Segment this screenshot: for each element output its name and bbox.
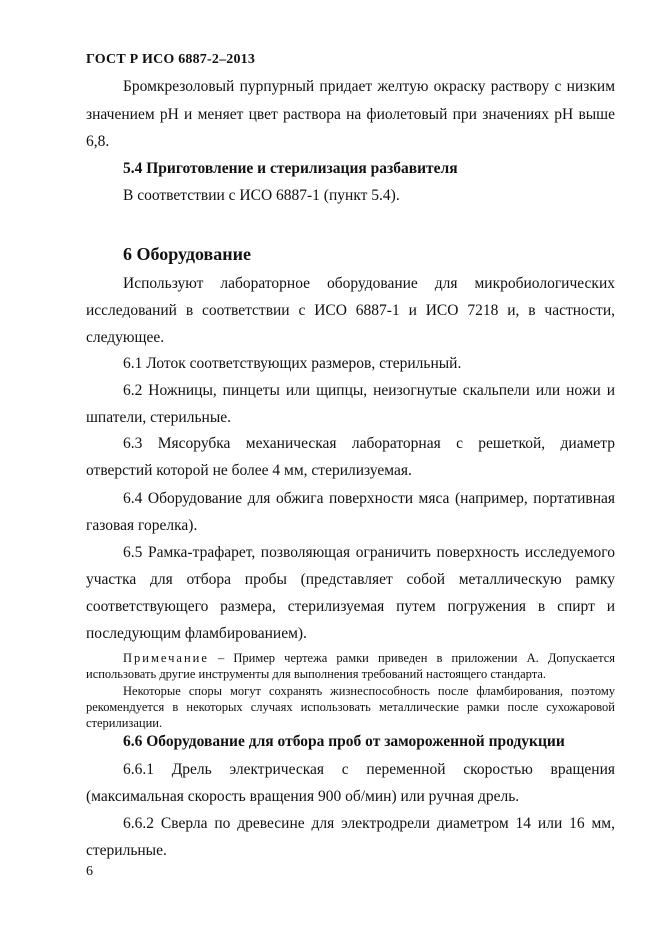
paragraph-6-6-1-line2: (максимальная скорость вращения 900 об/мин) или ручная дрель. bbox=[86, 788, 520, 805]
note-label: Примечание bbox=[123, 651, 209, 665]
paragraph-5-4: В соответствии с ИСО 6887-1 (пункт 5.4). bbox=[123, 187, 400, 204]
note-1-text: – Пример чертежа рамки приведен в приложении А. Допускается использовать другие инструменты для выполнения требований настоящего стандарта. bbox=[86, 651, 615, 681]
paragraph-6-6-1-line1: 6.6.1 Дрель электрическая с переменной скоростью вращения bbox=[123, 761, 615, 778]
note-2: Некоторые споры могут сохранять жизнеспособность после фламбирования, поэтому рекомендуется в некоторых случаях использовать металлические рамки после сухожаровой стерилизации. bbox=[86, 684, 615, 730]
subsection-heading-5-4: 5.4 Приготовление и стерилизация разбавителя bbox=[123, 160, 458, 177]
document-header: ГОСТ Р ИСО 6887-2–2013 bbox=[86, 52, 256, 67]
paragraph-6-6-2: 6.6.2 Сверла по древесине для электродрели диаметром 14 или 16 мм, стерильные. bbox=[86, 815, 615, 859]
section-heading-6: 6 Оборудование bbox=[123, 244, 252, 264]
paragraph-bromocresol: Бромкрезоловый пурпурный придает желтую окраску раствору с низким значением pH и меняет цвет раствора на фиолетовый при значениях pH выше 6,8. bbox=[86, 78, 615, 150]
paragraph-6-2: 6.2 Ножницы, пинцеты или щипцы, неизогнутые скальпели или ножи и шпатели, стерильные. bbox=[86, 382, 615, 426]
subsection-heading-6-6: 6.6 Оборудование для отбора проб от замороженной продукции bbox=[123, 733, 565, 750]
paragraph-6-intro: Используют лабораторное оборудование для микробиологических исследований в соответствии с ИСО 6887-1 и ИСО 7218 и, в частности, следующее. bbox=[86, 275, 615, 346]
paragraph-6-1: 6.1 Лоток соответствующих размеров, стерильный. bbox=[123, 355, 462, 372]
paragraph-6-4: 6.4 Оборудование для обжига поверхности мяса (например, портативная газовая горелка). bbox=[86, 490, 615, 534]
paragraph-6-5: 6.5 Рамка-трафарет, позволяющая ограничить поверхность исследуемого участка для отбора пробы (представляет собой металлическую рамку соответствующего размера, стерилизуемая путем погружения в спирт и последующим фламбированием). bbox=[86, 544, 615, 642]
paragraph-6-3: 6.3 Мясорубка механическая лабораторная с решеткой, диаметр отверстий которой не более 4 мм, стерилизуемая. bbox=[86, 435, 615, 479]
page-number: 6 bbox=[86, 864, 93, 879]
note-1 bbox=[86, 650, 615, 682]
